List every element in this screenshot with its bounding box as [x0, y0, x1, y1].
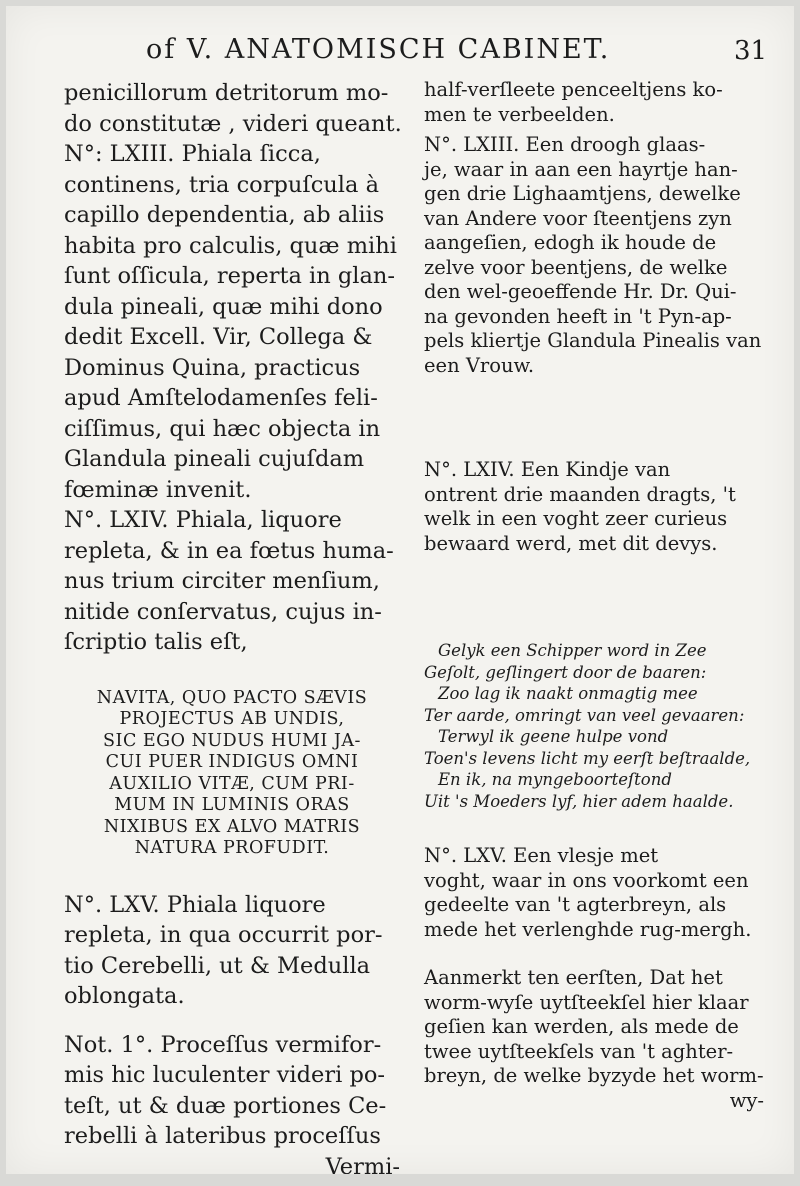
text-line: mis hic luculenter videri po-	[64, 1062, 385, 1088]
text-line: N°. LXV. Een vlesje met	[424, 844, 659, 867]
text-line: pels kliertje Glandula Pinealis van	[424, 329, 762, 352]
text-line: Dominus Quina, practicus	[64, 354, 361, 381]
verse-line: Ter aarde, omringt van veel gevaaren:	[424, 705, 745, 725]
dutch-entry-lxiii	[424, 133, 764, 378]
text-line: zelve voor beentjens, de welke	[424, 255, 728, 279]
text-line: N°. LXIII. Een droogh glaas-	[424, 133, 706, 156]
catchword: wy-	[729, 1088, 764, 1112]
inscription-line: AUXILIO VITÆ, CUM PRI-	[109, 773, 355, 794]
inscription-line: NIXIBUS EX ALVO MATRIS	[103, 816, 361, 837]
text-line: half-verſleete penceeltjens ko-	[424, 78, 723, 101]
text-line: dedit Excell. Vir, Collega &	[64, 324, 373, 350]
dutch-entry-lxv	[424, 844, 764, 942]
text-line: aangeſien, edogh ik houde de	[424, 231, 717, 254]
text-line: je, waar in aan een hayrtje han-	[424, 157, 738, 181]
catchword: Vermi-	[325, 1153, 400, 1174]
text-line: capillo dependentia, ab aliis	[64, 202, 385, 228]
running-header: of V. ANATOMISCH CABINET.	[146, 34, 611, 65]
latin-entry-lxiii	[64, 139, 400, 505]
latin-inscription	[64, 688, 400, 860]
text-line: men te verbeelden.	[424, 102, 615, 126]
text-line: apud Amſtelodamenſes feli-	[64, 385, 378, 411]
text-line: dula pineali, quæ mihi dono	[64, 293, 383, 320]
inscription-line: MUM IN LUMINIS ORAS	[114, 795, 350, 815]
verse-line: Toen's levens licht my eerſt beſtraalde,	[424, 748, 751, 768]
dutch-entry-lxiv	[424, 458, 764, 556]
text-line: tio Cerebelli, ut & Medulla	[64, 952, 371, 979]
text-line: ciſſimus, qui hæc objecta in	[64, 415, 381, 442]
text-line: Not. 1°. Proceſſus vermifor-	[64, 1031, 382, 1058]
inscription-line: SIC EGO NUDUS HUMI JA-	[103, 730, 361, 751]
text-line: N°. LXV. Phiala liquore	[64, 891, 326, 918]
verse-line: Zoo lag ik naakt onmagtig mee	[438, 684, 698, 703]
page-number: 31	[734, 36, 768, 66]
text-line: van Andere voor ſteentjens zyn	[424, 206, 732, 230]
text-line: penicillorum detritorum mo-	[64, 80, 389, 106]
text-line: den wel-geoeffende Hr. Dr. Qui-	[424, 280, 737, 303]
inscription-line: NATURA PROFUDIT.	[134, 838, 330, 858]
latin-column	[64, 78, 400, 1174]
text-line: bewaard werd, met dit devys.	[424, 531, 718, 555]
text-line: oblongata.	[64, 983, 185, 1009]
text-line: fœminæ invenit.	[64, 476, 252, 503]
text-line: een Vrouw.	[424, 353, 535, 377]
text-line: rebelli à lateribus proceſſus	[64, 1123, 381, 1149]
text-line: N°: LXIII. Phiala ſicca,	[64, 141, 321, 167]
verse-line: Geſolt, geſlingert door de baaren:	[424, 662, 707, 682]
inscription-line: PROJECTUS AB UNDIS,	[119, 709, 345, 729]
verse-line: Uit 's Moeders lyf, hier adem haalde.	[424, 791, 734, 811]
text-line: twee uytſteekſels van 't aghter-	[424, 1039, 734, 1063]
latin-note-1	[64, 1030, 400, 1175]
text-line: mede het verlenghde rug-mergh.	[424, 917, 752, 941]
text-line: ſunt oſſicula, reperta in glan-	[64, 263, 396, 289]
latin-para-1	[64, 78, 400, 139]
latin-entry-lxv	[64, 890, 400, 1012]
dutch-column	[424, 78, 764, 1113]
text-line: gedeelte van 't agterbreyn, als	[424, 893, 727, 916]
text-line: teſt, ut & duæ portiones Ce-	[64, 1092, 387, 1119]
text-line: worm-wyſe uytſteekſel hier klaar	[424, 990, 749, 1014]
verse-line: En ik, na myngeboorteſtond	[438, 770, 672, 789]
text-line: repleta, in qua occurrit por-	[64, 922, 383, 948]
text-line: Aanmerkt ten eerſten, Dat het	[424, 966, 723, 989]
text-line: Glandula pineali cujuſdam	[64, 446, 365, 472]
text-line: welk in een voght zeer curieus	[424, 507, 728, 530]
text-line: N°. LXIV. Een Kindje van	[424, 458, 671, 481]
latin-entry-lxiv	[64, 505, 400, 658]
text-line: ſcriptio talis eſt,	[64, 629, 248, 655]
text-line: continens, tria corpuſcula à	[64, 171, 379, 198]
verse-line: Terwyl ik geene hulpe vond	[438, 727, 669, 746]
text-line: nus trium circiter menſium,	[64, 568, 380, 594]
text-line: habita pro calculis, quæ mihi	[64, 232, 397, 259]
inscription-line: NAVITA, QUO PACTO SÆVIS	[96, 687, 368, 708]
verse-line: Gelyk een Schipper word in Zee	[438, 641, 707, 660]
text-line: gen drie Lighaamtjens, dewelke	[424, 182, 741, 205]
text-line: do constitutæ , videri queant.	[64, 110, 402, 137]
dutch-para-1	[424, 78, 764, 127]
book-page	[6, 6, 794, 1174]
text-line: repleta, & in ea fœtus huma-	[64, 537, 394, 564]
text-line: voght, waar in ons voorkomt een	[424, 868, 749, 892]
text-line: nitide conſervatus, cujus in-	[64, 598, 382, 625]
text-line: geſien kan werden, als mede de	[424, 1015, 739, 1038]
text-line: na gevonden heeft in 't Pyn-ap-	[424, 304, 732, 328]
dutch-verse	[424, 640, 764, 812]
inscription-line: CUI PUER INDIGUS OMNI	[105, 752, 359, 772]
dutch-note-1	[424, 966, 764, 1113]
text-line: breyn, de welke byzyde het worm-	[424, 1064, 764, 1087]
text-line: N°. LXIV. Phiala, liquore	[64, 507, 342, 533]
text-line: ontrent drie maanden dragts, 't	[424, 482, 736, 506]
